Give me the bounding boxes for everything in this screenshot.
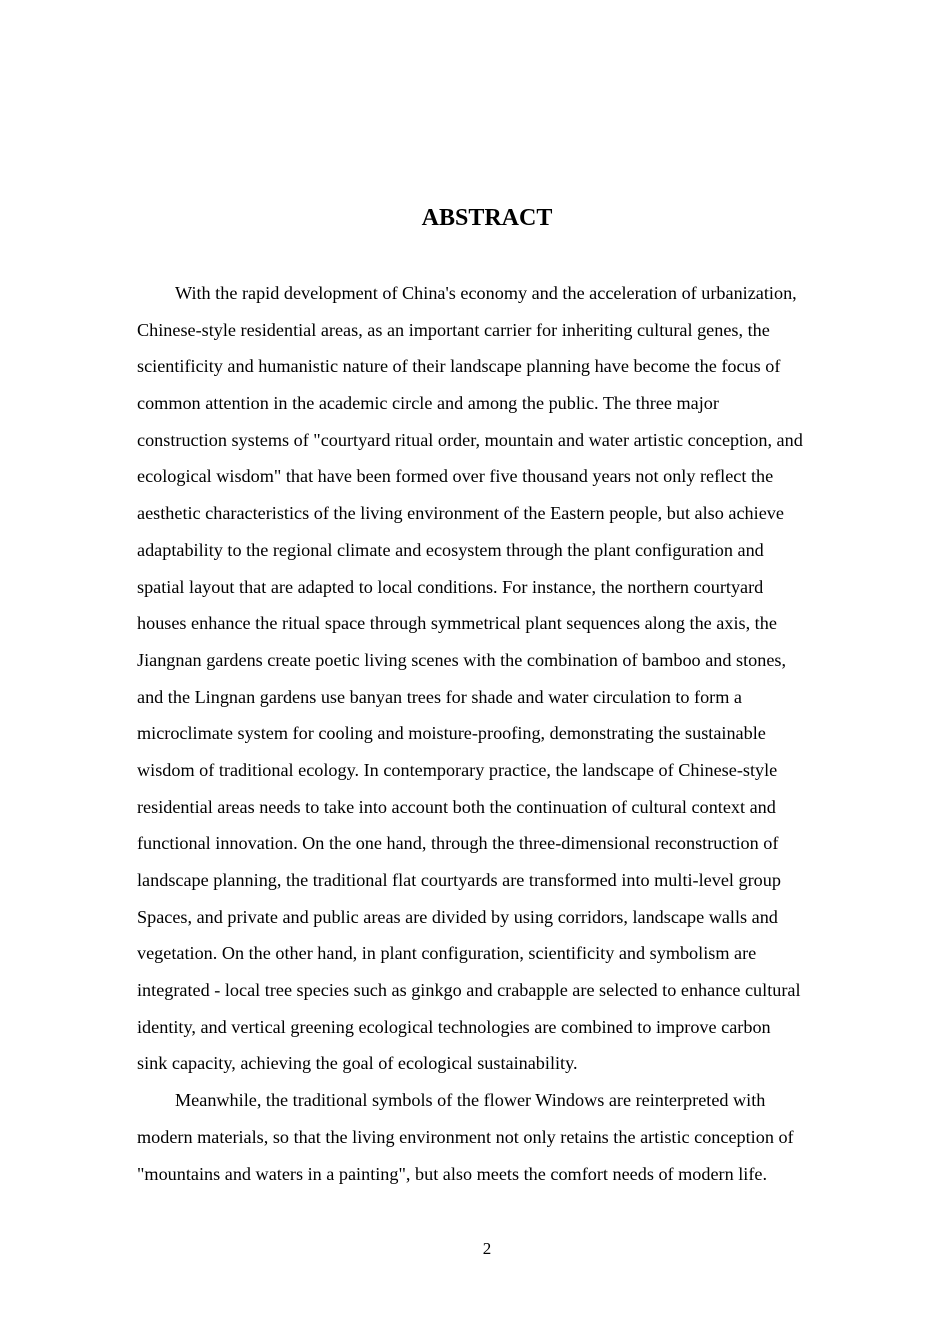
- page-number: 2: [482, 1239, 492, 1258]
- text-line: With the rapid development of China's economy and the acceleration of urbanization,: [175, 283, 797, 303]
- text-line: landscape planning, the traditional flat courtyards are transformed into multi-level group: [137, 870, 781, 890]
- text-line: microclimate system for cooling and moisture-proofing, demonstrating the sustainable: [137, 723, 766, 744]
- text-line: houses enhance the ritual space through symmetrical plant sequences along the axis, the: [137, 613, 777, 634]
- text-line: residential areas needs to take into account both the continuation of cultural context and: [137, 796, 776, 817]
- abstract-paragraph-1: [137, 275, 839, 1082]
- text-line: Chinese-style residential areas, as an important carrier for inheriting cultural genes, the: [137, 319, 770, 340]
- text-line: ecological wisdom" that have been formed over five thousand years not only reflect the: [137, 466, 774, 487]
- text-line: Spaces, and private and public areas are divided by using corridors, landscape walls and: [137, 906, 778, 927]
- text-line: sink capacity, achieving the goal of ecological sustainability.: [137, 1053, 578, 1074]
- page-title: ABSTRACT: [421, 205, 553, 231]
- text-line: spatial layout that are adapted to local conditions. For instance, the northern courtyard: [137, 576, 764, 597]
- abstract-body: [137, 275, 839, 1192]
- text-line: identity, and vertical greening ecological technologies are combined to improve carbon: [137, 1016, 771, 1037]
- text-line: wisdom of traditional ecology. In contemporary practice, the landscape of Chinese-style: [137, 759, 778, 780]
- abstract-paragraph-2: [137, 1082, 839, 1192]
- text-line: Meanwhile, the traditional symbols of the flower Windows are reinterpreted with: [175, 1090, 766, 1111]
- text-line: construction systems of "courtyard ritual order, mountain and water artistic conception, and: [137, 429, 803, 450]
- text-line: adaptability to the regional climate and ecosystem through the plant configuration and: [137, 539, 764, 560]
- text-line: and the Lingnan gardens use banyan trees for shade and water circulation to form a: [137, 686, 743, 707]
- text-line: integrated - local tree species such as ginkgo and crabapple are selected to enhance cultural: [137, 980, 801, 1001]
- text-line: Jiangnan gardens create poetic living scenes with the combination of bamboo and stones,: [137, 649, 787, 670]
- text-line: scientificity and humanistic nature of their landscape planning have become the focus of: [137, 356, 781, 377]
- text-line: modern materials, so that the living environment not only retains the artistic conception of: [137, 1126, 794, 1147]
- text-line: vegetation. On the other hand, in plant configuration, scientificity and symbolism are: [137, 943, 757, 964]
- text-line: common attention in the academic circle and among the public. The three major: [137, 393, 719, 414]
- text-line: aesthetic characteristics of the living environment of the Eastern people, but also achieve: [137, 503, 784, 524]
- text-line: functional innovation. On the one hand, through the three-dimensional reconstruction of: [137, 833, 779, 854]
- text-line: "mountains and waters in a painting", but also meets the comfort needs of modern life.: [137, 1163, 768, 1184]
